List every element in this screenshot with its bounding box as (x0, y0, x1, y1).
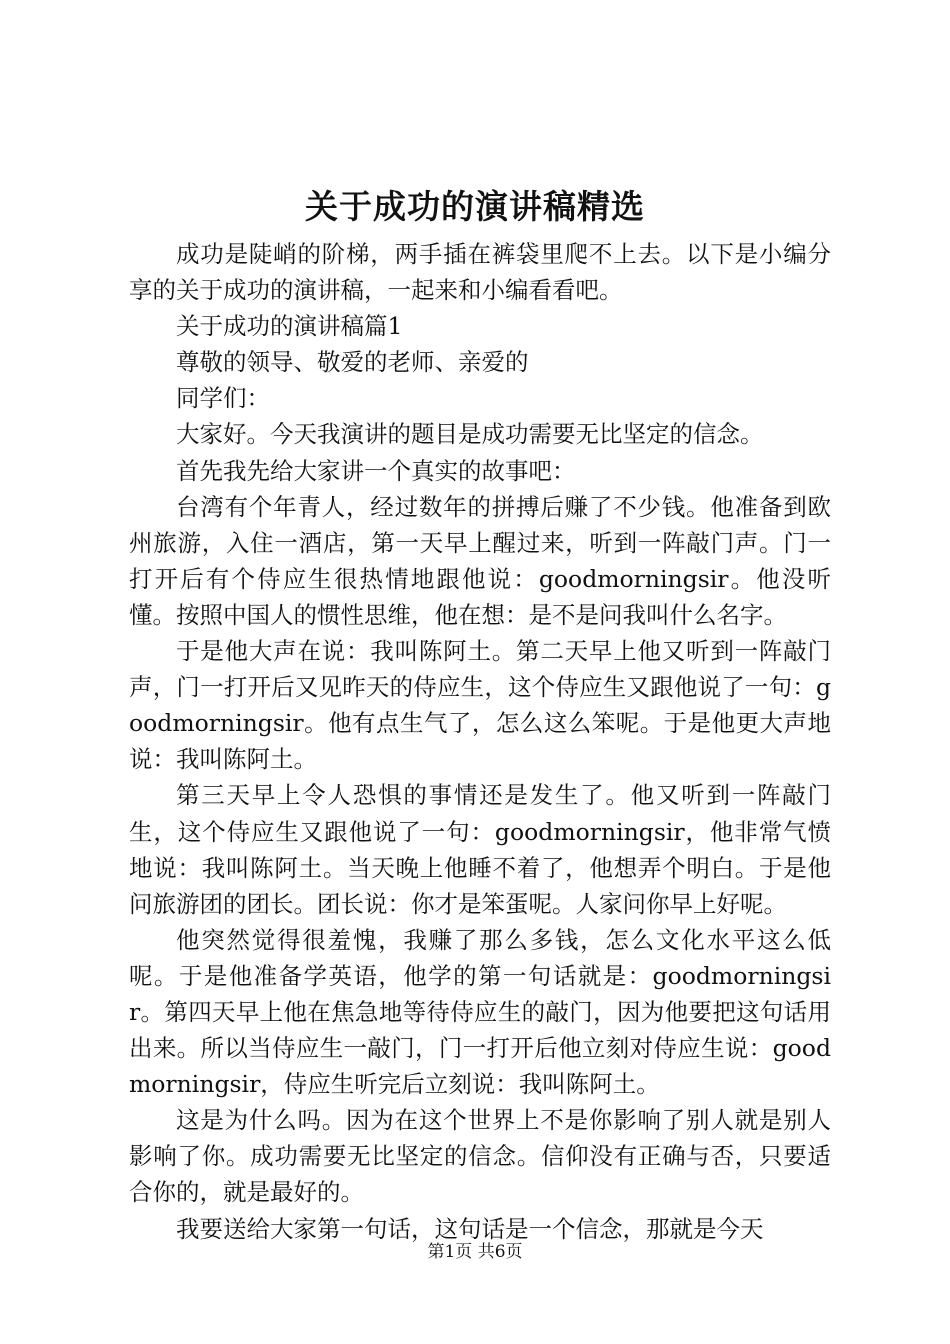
paragraph: 首先我先给大家讲一个真实的故事吧： (176, 456, 576, 485)
paragraph: 我要送给大家第一句话，这句话是一个信念，那就是今天 (176, 1214, 764, 1243)
paragraph: 第三天早上令人恐惧的事情还是发生了。他又听到一阵敲门生，这个侍应生又跟他说了一句：goodmorningsir，他非常气愤地说：我叫陈阿土。当天晚上他睡不着了，他想弄个明白。于是他问旅游团的团长。团长说：你才是笨蛋呢。人家问你早上好呢。 (129, 781, 831, 918)
document-title: 关于成功的演讲稿精选 (305, 187, 645, 226)
paragraph: 同学们： (176, 384, 270, 413)
paragraph: 这是为什么吗。因为在这个世界上不是你影响了别人就是别人影响了你。成功需要无比坚定的信念。信仰没有正确与否，只要适合你的，就是最好的。 (129, 1106, 831, 1207)
paragraph: 关于成功的演讲稿篇1 (176, 312, 403, 341)
paragraph: 尊敬的领导、敬爱的老师、亲爱的 (176, 348, 529, 377)
page-number-footer: 第1页 共6页 (427, 1242, 523, 1262)
paragraph: 成功是陡峭的阶梯，两手插在裤袋里爬不上去。以下是小编分享的关于成功的演讲稿，一起来和小编看看吧。 (129, 240, 831, 305)
paragraph: 他突然觉得很羞愧，我赚了那么多钱，怎么文化水平这么低呢。于是他准备学英语，他学的第一句话就是：goodmorningsir。第四天早上他在焦急地等待侍应生的敲门，因为他要把这句话用出来。所以当侍应生一敲门，门一打开后他立刻对侍应生说：goodmorningsir，侍应生听完后立刻说：我叫陈阿土。 (129, 925, 831, 1099)
paragraph: 台湾有个年青人，经过数年的拼搏后赚了不少钱。他准备到欧州旅游，入住一酒店，第一天早上醒过来，听到一阵敲门声。门一打开后有个侍应生很热情地跟他说：goodmorningsir。他没听懂。按照中国人的惯性思维，他在想：是不是问我叫什么名字。 (129, 492, 831, 629)
paragraph: 于是他大声在说：我叫陈阿土。第二天早上他又听到一阵敲门声，门一打开后又见昨天的侍应生，这个侍应生又跟他说了一句：goodmorningsir。他有点生气了，怎么这么笨呢。于是他更大声地说：我叫陈阿土。 (129, 637, 831, 774)
paragraph: 大家好。今天我演讲的题目是成功需要无比坚定的信念。 (176, 420, 764, 449)
document-body (129, 236, 831, 1247)
